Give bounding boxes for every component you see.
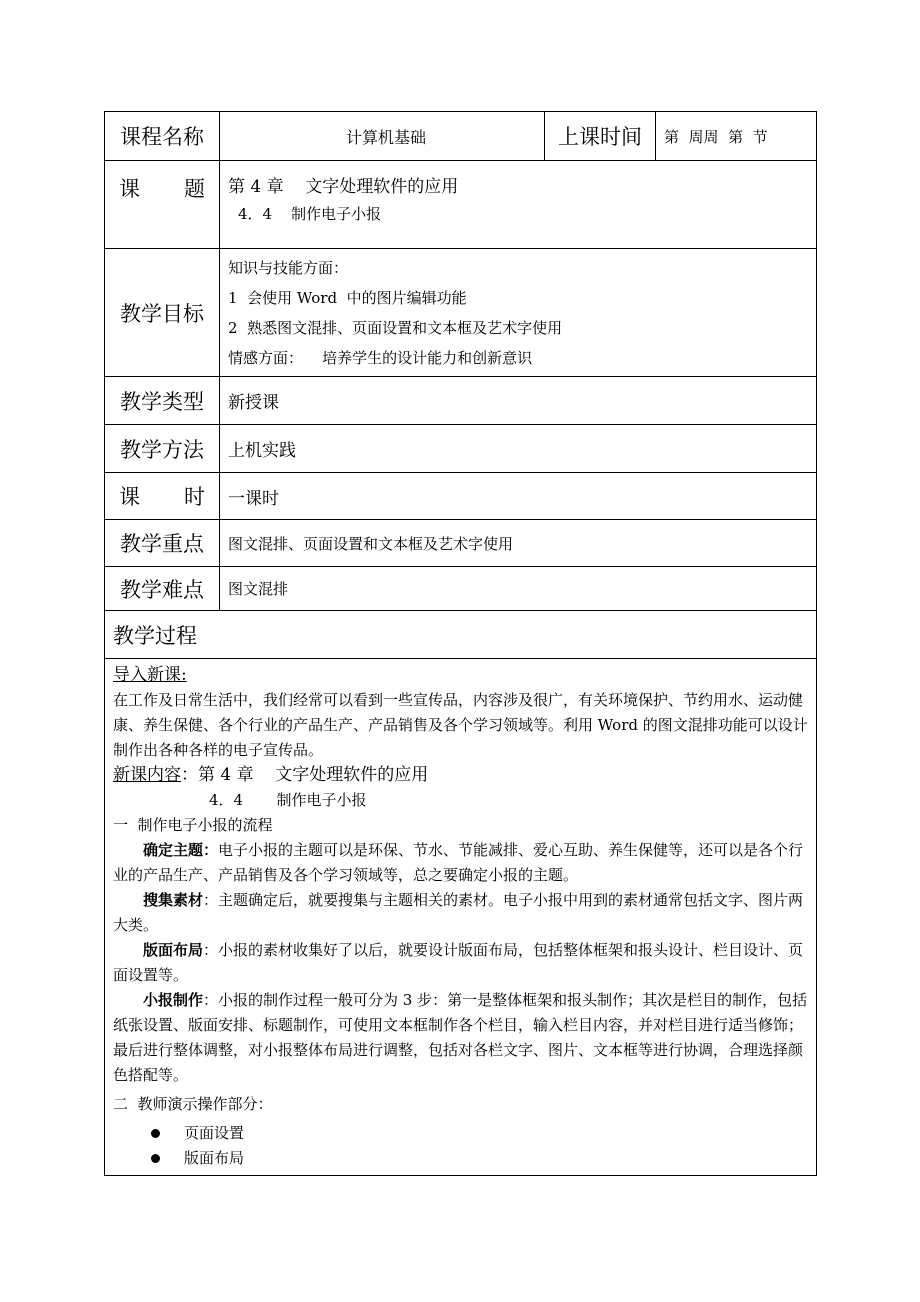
hours-label-a: 课 — [119, 485, 140, 509]
topic-label-b: 题 — [184, 177, 205, 201]
step-text: ：小报的素材收集好了以后，就要设计版面布局，包括整体框架和报头设计、栏目设计、页面设置等。 — [113, 941, 804, 984]
step-text: 电子小报的主题可以是环保、节水、节能减排、爱心互助、养生保健等，还可以是各个行业的产品生产、产品销售及各个学习领域等，总之要确定小报的主题。 — [113, 841, 804, 884]
intro-heading: 导入新课: — [113, 665, 187, 685]
bullet-text: 版面布局 — [184, 1149, 245, 1167]
difficulty-label: 教学难点 — [105, 567, 220, 611]
row-difficulty — [105, 567, 817, 611]
new-lesson-label: 新课内容 — [113, 765, 181, 785]
topic-line1: 第 4 章 文字处理软件的应用 — [228, 177, 459, 197]
step-text: ：主题确定后，就要搜集与主题相关的素材。电子小报中用到的素材通常包括文字、图片两大类。 — [113, 891, 804, 934]
objectives-item: 知识与技能方面： — [228, 258, 349, 277]
key-points-label: 教学重点 — [105, 520, 220, 567]
process-body — [105, 659, 817, 1176]
section1-heading: 一 制作电子小报的流程 — [113, 816, 273, 834]
type-label: 教学类型 — [105, 377, 220, 425]
bullet-item — [113, 1146, 808, 1171]
class-time-value: 第 周周 第 节 — [656, 112, 817, 161]
hours-label-b: 时 — [184, 485, 205, 509]
row-type — [105, 377, 817, 425]
new-lesson-subtitle: 4．4 制作电子小报 — [209, 791, 367, 809]
course-name-value: 计算机基础 — [220, 112, 545, 161]
step-text: ：小报的制作过程一般可分为 3 步：第一是整体框架和报头制作；其次是栏目的制作，包括纸张设置、版面安排、标题制作，可使用文本框制作各个栏目，输入栏目内容，并对栏目进行适当修饰；最后进行整体调整，对小报整体布局进行调整，包括对各栏文字、图片、文本框等进行协调，合理选择颜色搭配等。 — [113, 991, 808, 1084]
step-term: 小报制作 — [143, 991, 204, 1009]
topic-label-a: 课 — [119, 177, 140, 201]
method-value: 上机实践 — [220, 425, 817, 473]
method-label: 教学方法 — [105, 425, 220, 473]
new-lesson-title: ：第 4 章 文字处理软件的应用 — [181, 765, 429, 785]
step-term: 搜集素材 — [143, 891, 204, 909]
topic-label — [105, 173, 219, 203]
bullet-text: 页面设置 — [184, 1124, 245, 1142]
bullet-dot-icon — [151, 1129, 160, 1138]
step-item — [113, 938, 808, 988]
course-name-label: 课程名称 — [105, 112, 220, 161]
difficulty-value: 图文混排 — [220, 567, 817, 611]
objectives-item: 情感方面： 培养学生的设计能力和创新意识 — [228, 348, 533, 367]
hours-label-cell — [105, 473, 220, 520]
row-hours — [105, 473, 817, 520]
objectives-label: 教学目标 — [105, 249, 220, 377]
step-item — [113, 888, 808, 938]
row-topic — [105, 161, 817, 249]
bullet-item — [113, 1121, 808, 1146]
step-term: 确定主题： — [143, 841, 219, 859]
objectives-item: 2 熟悉图文混排、页面设置和文本框及艺术字使用 — [228, 318, 563, 337]
lesson-plan-table — [104, 111, 817, 1176]
objectives-value — [220, 249, 817, 377]
section2-heading: 二 教师演示操作部分： — [113, 1095, 273, 1113]
intro-text: 在工作及日常生活中，我们经常可以看到一些宣传品，内容涉及很广，有关环境保护、节约用水、运动健康、养生保健、各个行业的产品生产、产品销售及各个学习领域等。利用 Word 的图文混排功能可以设计制作出各种各样的电子宣传品。 — [113, 691, 808, 759]
hours-value: 一课时 — [220, 473, 817, 520]
topic-line2: 4．4 制作电子小报 — [238, 205, 382, 223]
new-lesson-heading — [113, 763, 808, 788]
topic-label-cell — [105, 161, 220, 249]
step-item — [113, 838, 808, 888]
row-course — [105, 112, 817, 161]
process-label: 教学过程 — [105, 611, 817, 659]
key-points-value: 图文混排、页面设置和文本框及艺术字使用 — [220, 520, 817, 567]
objectives-item: 1 会使用 Word 中的图片编辑功能 — [228, 288, 467, 307]
step-item — [113, 988, 808, 1088]
row-process-heading — [105, 611, 817, 659]
row-objectives — [105, 249, 817, 377]
type-value: 新授课 — [220, 377, 817, 425]
row-key-points — [105, 520, 817, 567]
bullet-dot-icon — [151, 1154, 160, 1163]
step-term: 版面布局 — [143, 941, 204, 959]
topic-value — [220, 161, 817, 249]
row-process-body — [105, 659, 817, 1176]
hours-label — [105, 481, 219, 511]
row-method — [105, 425, 817, 473]
class-time-label: 上课时间 — [545, 112, 656, 161]
